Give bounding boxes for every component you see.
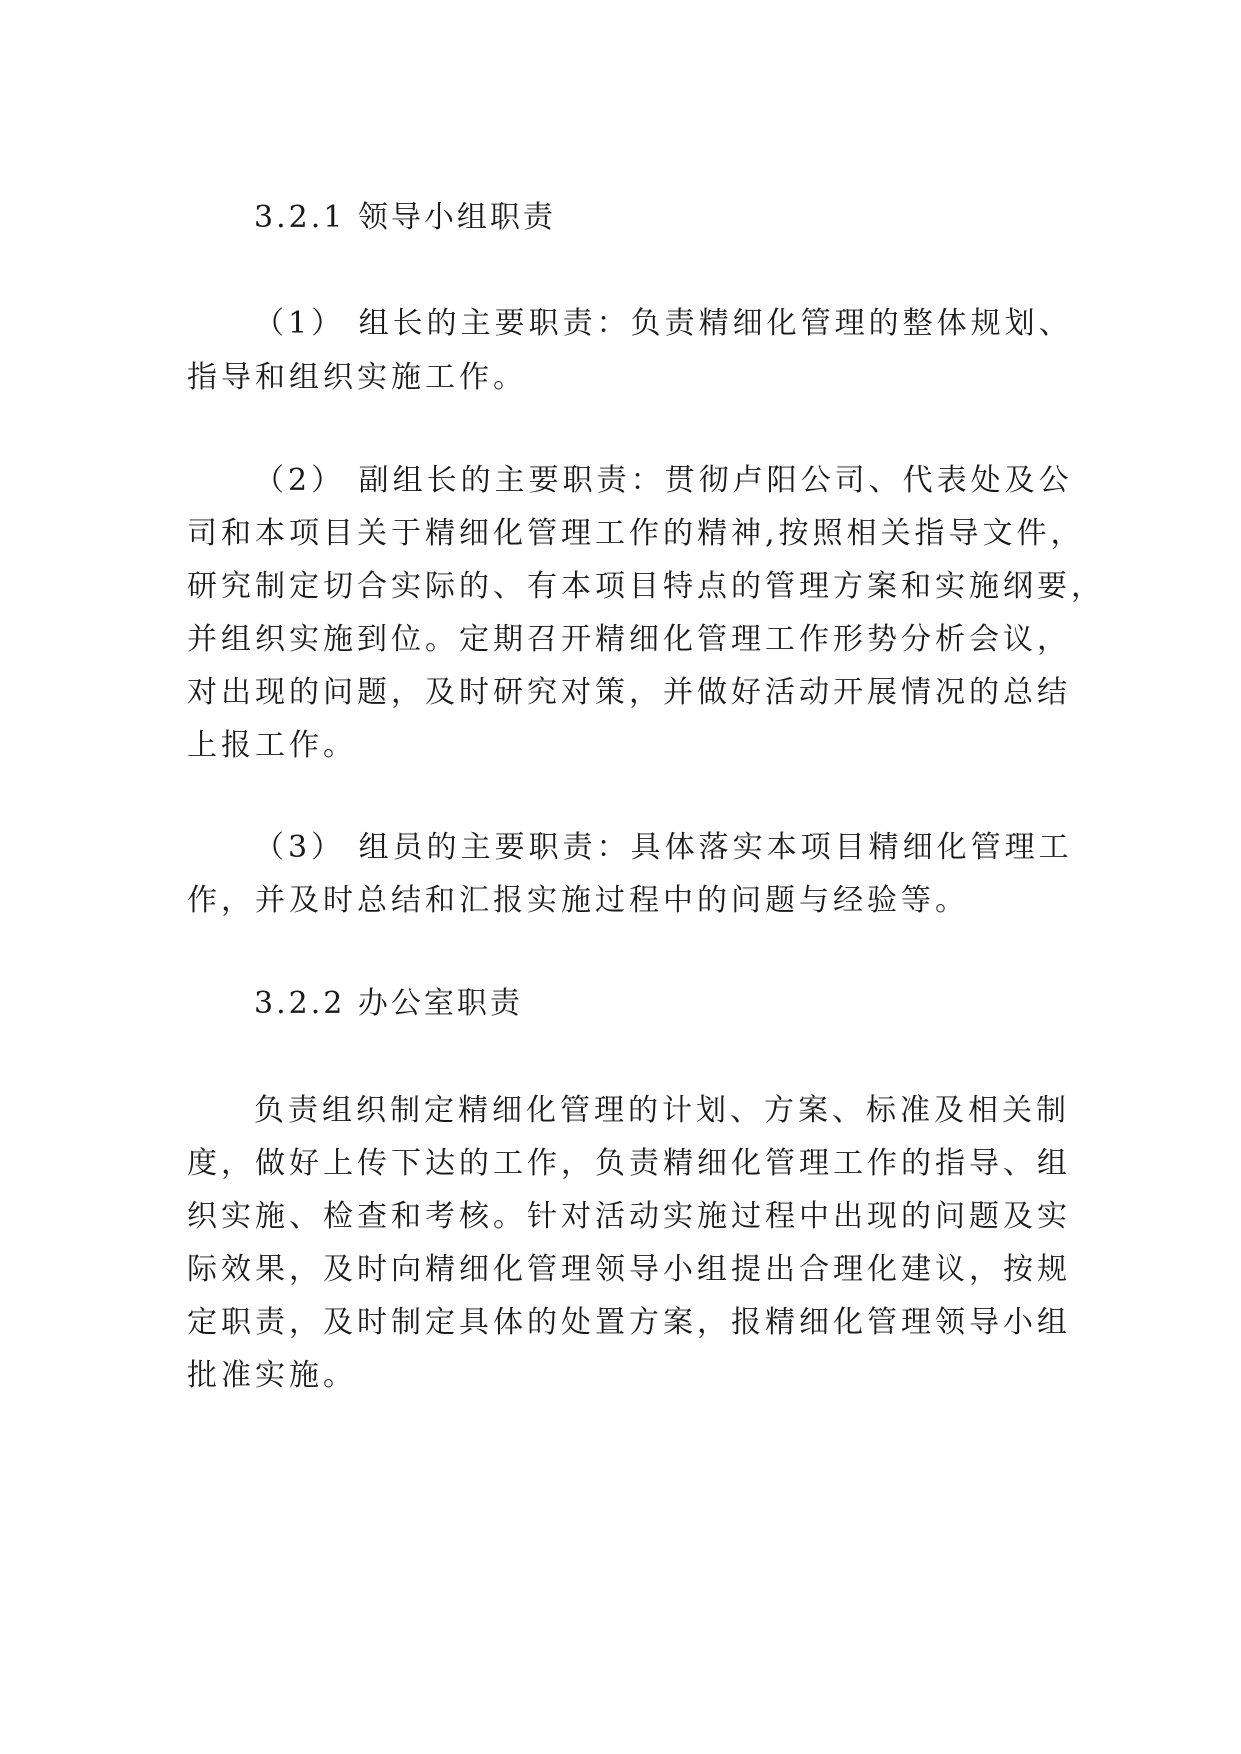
paragraph-line: 定职责，及时制定具体的处置方案，报精细化管理领导小组 — [187, 1305, 1071, 1340]
paragraph-line: 际效果，及时向精细化管理领导小组提出合理化建议，按规 — [187, 1252, 1071, 1287]
paragraph-line: 作，并及时总结和汇报实施过程中的问题与经验等。 — [187, 883, 969, 918]
paragraph-line: 并组织实施到位。定期召开精细化管理工作形势分析会议， — [187, 622, 1071, 657]
paragraph-line: 织实施、检查和考核。针对活动实施过程中出现的问题及实 — [187, 1199, 1071, 1234]
paragraph-line: 司和本项目关于精细化管理工作的精神,按照相关指导文件， — [187, 516, 1085, 551]
paragraph-line: 对出现的问题，及时研究对策，并做好活动开展情况的总结 — [187, 675, 1071, 710]
paragraph-line: 指导和组织实施工作。 — [187, 360, 527, 395]
paragraph-line: 批准实施。 — [187, 1358, 357, 1393]
paragraph-line: 上报工作。 — [187, 728, 357, 763]
section-heading-3-2-2: 3.2.2 办公室职责 — [254, 986, 523, 1021]
paragraph-line: 研究制定切合实际的、有本项目特点的管理方案和实施纲要， — [187, 569, 1105, 604]
paragraph-line: （2） 副组长的主要职责：贯彻卢阳公司、代表处及公 — [254, 463, 1073, 498]
paragraph-line: （1） 组长的主要职责：负责精细化管理的整体规划、 — [254, 306, 1073, 341]
paragraph-line: 负责组织制定精细化管理的计划、方案、标准及相关制 — [254, 1093, 1070, 1128]
paragraph-line: 度，做好上传下达的工作，负责精细化管理工作的指导、组 — [187, 1146, 1071, 1181]
paragraph-line: （3） 组员的主要职责：具体落实本项目精细化管理工 — [254, 830, 1073, 865]
section-heading-3-2-1: 3.2.1 领导小组职责 — [254, 200, 556, 235]
